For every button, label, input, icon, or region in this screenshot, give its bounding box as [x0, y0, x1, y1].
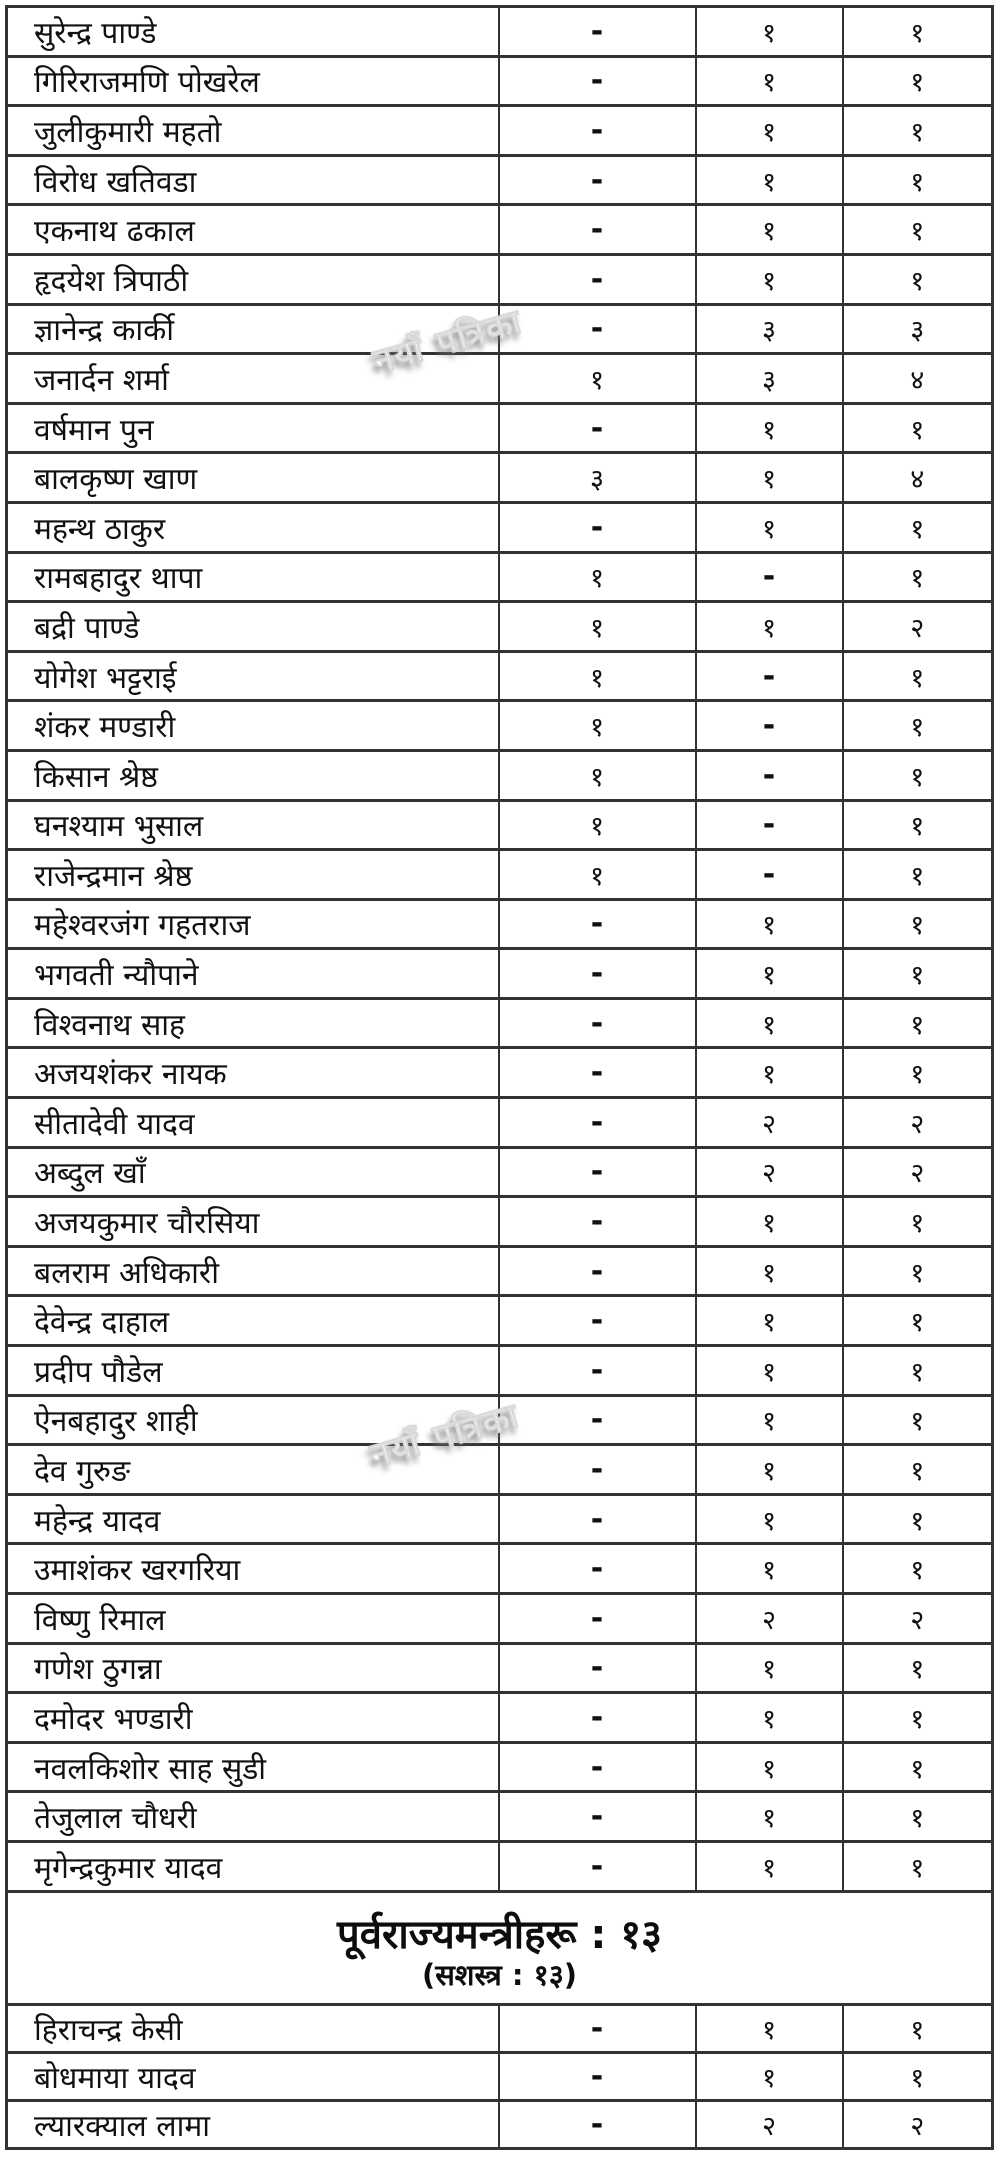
table-row — [7, 403, 993, 453]
col4-value-cell: १ — [843, 552, 993, 602]
col4-value-cell: १ — [843, 949, 993, 999]
table-row — [7, 1643, 993, 1693]
col2-value-cell: १ — [499, 750, 696, 800]
col4-value-cell: १ — [843, 899, 993, 949]
col2-value-cell: १ — [499, 552, 696, 602]
person-name-cell: महन्थ ठाकुर — [7, 502, 499, 552]
col3-value-cell: १ — [696, 1048, 843, 1098]
col2-value-cell: - — [499, 2100, 696, 2148]
col3-value-cell: - — [696, 552, 843, 602]
col4-value-cell: १ — [843, 800, 993, 850]
col4-value-cell: १ — [843, 1246, 993, 1296]
table-row — [7, 304, 993, 354]
col3-value-cell: १ — [696, 899, 843, 949]
table-row — [7, 56, 993, 106]
col3-value-cell: १ — [696, 1792, 843, 1842]
col4-value-cell: २ — [843, 1098, 993, 1148]
ministers-rows — [7, 7, 993, 1892]
person-name-cell: एकनाथ ढकाल — [7, 205, 499, 255]
col3-value-cell: १ — [696, 1494, 843, 1544]
col4-value-cell: १ — [843, 2004, 993, 2052]
col3-value-cell: - — [696, 800, 843, 850]
col4-value-cell: १ — [843, 850, 993, 900]
person-name-cell: हृदयेश त्रिपाठी — [7, 254, 499, 304]
col4-value-cell: १ — [843, 1693, 993, 1743]
section-header-cell — [7, 1891, 993, 2004]
col2-value-cell: - — [499, 1147, 696, 1197]
state-ministers-rows — [7, 2004, 993, 2148]
col4-value-cell: १ — [843, 205, 993, 255]
person-name-cell: महेश्वरजंग गहतराज — [7, 899, 499, 949]
person-name-cell: अजयशंकर नायक — [7, 1048, 499, 1098]
col3-value-cell: २ — [696, 1098, 843, 1148]
table-row — [7, 1693, 993, 1743]
col4-value-cell: ४ — [843, 453, 993, 503]
table-row — [7, 205, 993, 255]
col4-value-cell: १ — [843, 1742, 993, 1792]
person-name-cell: जुलीकुमारी महतो — [7, 106, 499, 156]
col4-value-cell: १ — [843, 1048, 993, 1098]
person-name-cell: विरोध खतिवडा — [7, 155, 499, 205]
table-row — [7, 453, 993, 503]
col4-value-cell: १ — [843, 155, 993, 205]
col3-value-cell: - — [696, 701, 843, 751]
col2-value-cell: - — [499, 998, 696, 1048]
col2-value-cell: - — [499, 1693, 696, 1743]
col4-value-cell: १ — [843, 651, 993, 701]
table-row — [7, 850, 993, 900]
col3-value-cell: - — [696, 850, 843, 900]
col4-value-cell: १ — [843, 106, 993, 156]
naya-patrika-watermark: नयाँ पत्रिका — [369, 301, 528, 383]
col4-value-cell: १ — [843, 998, 993, 1048]
col3-value-cell: २ — [696, 1594, 843, 1644]
section-title: पूर्वराज्यमन्त्रीहरू : १३ — [337, 1911, 662, 1958]
col2-value-cell: - — [499, 1098, 696, 1148]
table-row — [7, 1841, 993, 1891]
table-row — [7, 1147, 993, 1197]
person-name-cell: विश्वनाथ साह — [7, 998, 499, 1048]
col3-value-cell: १ — [696, 1395, 843, 1445]
col2-value-cell: - — [499, 1544, 696, 1594]
col3-value-cell: १ — [696, 1841, 843, 1891]
table-row — [7, 1296, 993, 1346]
col4-value-cell: ३ — [843, 304, 993, 354]
col2-value-cell: - — [499, 1494, 696, 1544]
person-name-cell: ऐनबहादुर शाही — [7, 1395, 499, 1445]
col3-value-cell: १ — [696, 1346, 843, 1396]
person-name-cell: बद्री पाण्डे — [7, 602, 499, 652]
col2-value-cell: - — [499, 403, 696, 453]
col3-value-cell: १ — [696, 1296, 843, 1346]
col2-value-cell: - — [499, 1742, 696, 1792]
col2-value-cell: - — [499, 1197, 696, 1247]
col4-value-cell: २ — [843, 1594, 993, 1644]
table-row — [7, 1544, 993, 1594]
person-name-cell: हिराचन्द्र केसी — [7, 2004, 499, 2052]
person-name-cell: योगेश भट्टराई — [7, 651, 499, 701]
col3-value-cell: १ — [696, 453, 843, 503]
col3-value-cell: १ — [696, 1197, 843, 1247]
person-name-cell: बलराम अधिकारी — [7, 1246, 499, 1296]
col3-value-cell: १ — [696, 403, 843, 453]
person-name-cell: भगवती न्यौपाने — [7, 949, 499, 999]
col4-value-cell: १ — [843, 502, 993, 552]
col2-value-cell: - — [499, 2052, 696, 2100]
person-name-cell: सुरेन्द्र पाण्डे — [7, 7, 499, 57]
table-row — [7, 1445, 993, 1495]
person-name-cell: बोधमाया यादव — [7, 2052, 499, 2100]
col3-value-cell: - — [696, 750, 843, 800]
col4-value-cell: २ — [843, 1147, 993, 1197]
col4-value-cell: १ — [843, 403, 993, 453]
person-name-cell: वर्षमान पुन — [7, 403, 499, 453]
col3-value-cell: १ — [696, 155, 843, 205]
col4-value-cell: ४ — [843, 354, 993, 404]
table-row — [7, 800, 993, 850]
col2-value-cell: - — [499, 1048, 696, 1098]
col4-value-cell: १ — [843, 1445, 993, 1495]
col3-value-cell: १ — [696, 502, 843, 552]
col2-value-cell: - — [499, 502, 696, 552]
col3-value-cell: १ — [696, 1445, 843, 1495]
table-row — [7, 701, 993, 751]
table-row — [7, 155, 993, 205]
col4-value-cell: १ — [843, 1296, 993, 1346]
person-name-cell: प्रदीप पौडेल — [7, 1346, 499, 1396]
col3-value-cell: १ — [696, 254, 843, 304]
col2-value-cell: १ — [499, 850, 696, 900]
col3-value-cell: १ — [696, 2052, 843, 2100]
col2-value-cell: - — [499, 254, 696, 304]
col3-value-cell: ३ — [696, 354, 843, 404]
col3-value-cell: ३ — [696, 304, 843, 354]
col2-value-cell: - — [499, 1594, 696, 1644]
col3-value-cell: १ — [696, 1742, 843, 1792]
table-row — [7, 1346, 993, 1396]
table-row — [7, 1594, 993, 1644]
person-name-cell: ल्यारक्याल लामा — [7, 2100, 499, 2148]
col2-value-cell: - — [499, 304, 696, 354]
table-row — [7, 2100, 993, 2148]
col4-value-cell: १ — [843, 7, 993, 57]
col3-value-cell: - — [696, 651, 843, 701]
person-name-cell: राजेन्द्रमान श्रेष्ठ — [7, 850, 499, 900]
col3-value-cell: १ — [696, 1693, 843, 1743]
col2-value-cell: - — [499, 155, 696, 205]
section-header-body — [7, 1891, 993, 2004]
table-row — [7, 7, 993, 57]
col2-value-cell: - — [499, 1841, 696, 1891]
col2-value-cell: - — [499, 1296, 696, 1346]
table-row — [7, 2052, 993, 2100]
table-row — [7, 750, 993, 800]
person-name-cell: तेजुलाल चौधरी — [7, 1792, 499, 1842]
col2-value-cell: - — [499, 56, 696, 106]
col3-value-cell: २ — [696, 1147, 843, 1197]
person-name-cell: दमोदर भण्डारी — [7, 1693, 499, 1743]
col3-value-cell: १ — [696, 7, 843, 57]
person-name-cell: देव गुरुङ — [7, 1445, 499, 1495]
col4-value-cell: १ — [843, 701, 993, 751]
col3-value-cell: १ — [696, 1544, 843, 1594]
col3-value-cell: १ — [696, 1246, 843, 1296]
ex-ministers-table — [5, 5, 994, 2150]
col4-value-cell: १ — [843, 1346, 993, 1396]
person-name-cell: नवलकिशोर साह सुडी — [7, 1742, 499, 1792]
table-row — [7, 899, 993, 949]
col4-value-cell: २ — [843, 602, 993, 652]
table-row — [7, 552, 993, 602]
col3-value-cell: १ — [696, 998, 843, 1048]
table-row — [7, 2004, 993, 2052]
person-name-cell: शंकर मण्डारी — [7, 701, 499, 751]
table-row — [7, 1098, 993, 1148]
person-name-cell: घनश्याम भुसाल — [7, 800, 499, 850]
col2-value-cell: - — [499, 2004, 696, 2052]
col2-value-cell: - — [499, 899, 696, 949]
person-name-cell: गिरिराजमणि पोखरेल — [7, 56, 499, 106]
col4-value-cell: १ — [843, 1544, 993, 1594]
col2-value-cell: - — [499, 1792, 696, 1842]
col2-value-cell: - — [499, 7, 696, 57]
col2-value-cell: ३ — [499, 453, 696, 503]
person-name-cell: रामबहादुर थापा — [7, 552, 499, 602]
table-row — [7, 651, 993, 701]
table-row — [7, 998, 993, 1048]
person-name-cell: अब्दुल खाँ — [7, 1147, 499, 1197]
person-name-cell: ज्ञानेन्द्र कार्की — [7, 304, 499, 354]
person-name-cell: सीतादेवी यादव — [7, 1098, 499, 1148]
person-name-cell: जनार्दन शर्मा — [7, 354, 499, 404]
col3-value-cell: १ — [696, 205, 843, 255]
col3-value-cell: २ — [696, 2100, 843, 2148]
table-row — [7, 602, 993, 652]
col2-value-cell: १ — [499, 602, 696, 652]
col2-value-cell: १ — [499, 354, 696, 404]
col4-value-cell: २ — [843, 2100, 993, 2148]
col4-value-cell: १ — [843, 1197, 993, 1247]
person-name-cell: महेन्द्र यादव — [7, 1494, 499, 1544]
col4-value-cell: १ — [843, 1643, 993, 1693]
col4-value-cell: १ — [843, 56, 993, 106]
col2-value-cell: - — [499, 1395, 696, 1445]
col2-value-cell: १ — [499, 651, 696, 701]
table-row — [7, 1792, 993, 1842]
col2-value-cell: - — [499, 205, 696, 255]
person-name-cell: विष्णु रिमाल — [7, 1594, 499, 1644]
col2-value-cell: १ — [499, 701, 696, 751]
col4-value-cell: १ — [843, 254, 993, 304]
col3-value-cell: १ — [696, 56, 843, 106]
col4-value-cell: १ — [843, 1395, 993, 1445]
person-name-cell: अजयकुमार चौरसिया — [7, 1197, 499, 1247]
table-row — [7, 1048, 993, 1098]
table-row — [7, 1197, 993, 1247]
col4-value-cell: १ — [843, 1841, 993, 1891]
col2-value-cell: - — [499, 1246, 696, 1296]
col4-value-cell: १ — [843, 1494, 993, 1544]
table-row — [7, 106, 993, 156]
col3-value-cell: १ — [696, 949, 843, 999]
person-name-cell: किसान श्रेष्ठ — [7, 750, 499, 800]
col4-value-cell: १ — [843, 2052, 993, 2100]
col3-value-cell: १ — [696, 2004, 843, 2052]
col4-value-cell: १ — [843, 750, 993, 800]
person-name-cell: गणेश ठुगन्ना — [7, 1643, 499, 1693]
col3-value-cell: १ — [696, 106, 843, 156]
section-header-row — [7, 1891, 993, 2004]
col2-value-cell: - — [499, 1346, 696, 1396]
col2-value-cell: - — [499, 949, 696, 999]
col2-value-cell: - — [499, 106, 696, 156]
col3-value-cell: १ — [696, 1643, 843, 1693]
col2-value-cell: - — [499, 1643, 696, 1693]
col2-value-cell: १ — [499, 800, 696, 850]
table-row — [7, 1742, 993, 1792]
col3-value-cell: १ — [696, 602, 843, 652]
person-name-cell: उमाशंकर खरगरिया — [7, 1544, 499, 1594]
naya-patrika-watermark: नयाँ पत्रिका — [366, 1395, 525, 1477]
table-row — [7, 502, 993, 552]
section-subtitle: (सशस्त्र : १३) — [421, 1957, 578, 1992]
col2-value-cell: - — [499, 1445, 696, 1495]
person-name-cell: देवेन्द्र दाहाल — [7, 1296, 499, 1346]
col4-value-cell: १ — [843, 1792, 993, 1842]
table-row — [7, 354, 993, 404]
table-row — [7, 1494, 993, 1544]
table-row — [7, 949, 993, 999]
person-name-cell: बालकृष्ण खाण — [7, 453, 499, 503]
table-row — [7, 1246, 993, 1296]
person-name-cell: मृगेन्द्रकुमार यादव — [7, 1841, 499, 1891]
table-row — [7, 1395, 993, 1445]
table-row — [7, 254, 993, 304]
